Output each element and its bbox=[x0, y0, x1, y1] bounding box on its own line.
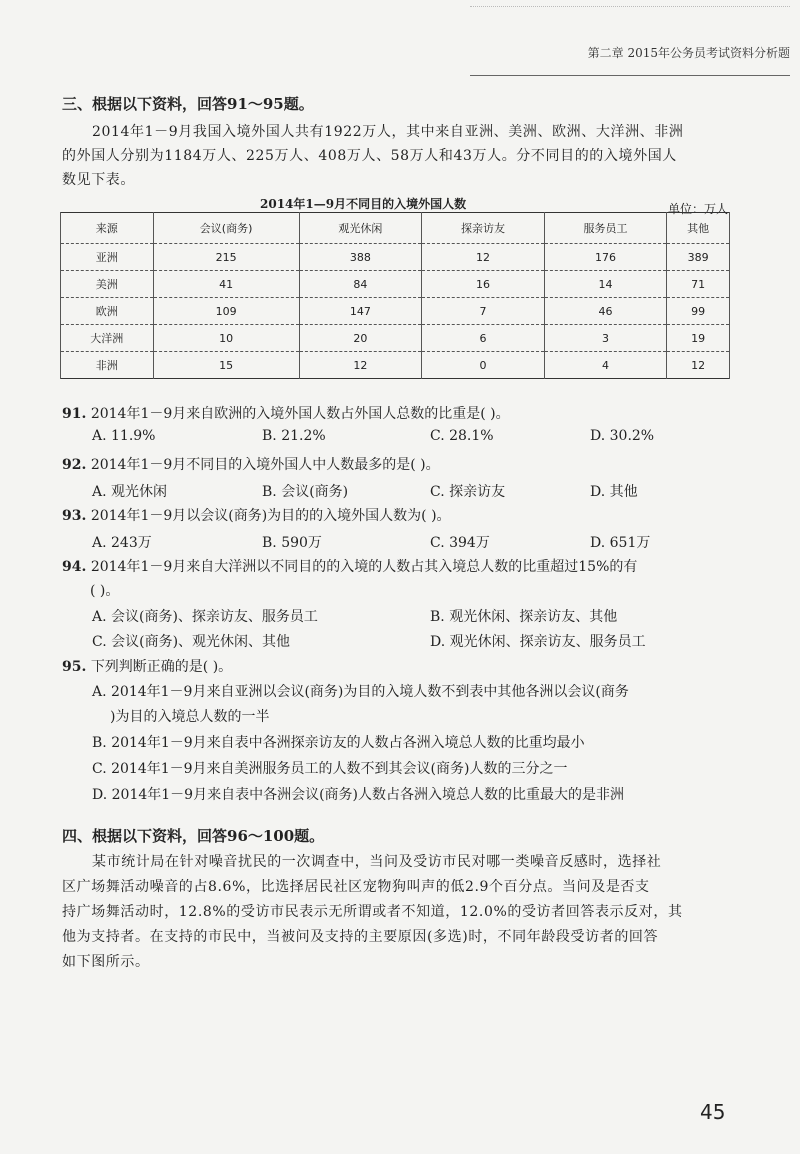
question-text: 2014年1－9月来自大洋洲以不同目的的入境的人数占其入境总人数的比重超过15%的有 bbox=[90, 559, 638, 575]
table-cell: 147 bbox=[299, 298, 422, 325]
question-number: 92. bbox=[62, 457, 87, 473]
section-3-para-line-2: 的外国人分别为1184万人、225万人、408万人、58万人和43万人。分不同目的的入境外国人 bbox=[62, 148, 677, 164]
table-cell: 84 bbox=[299, 271, 422, 298]
header-rule bbox=[470, 75, 790, 76]
table-unit: 单位：万人 bbox=[668, 202, 729, 216]
table-cell: 16 bbox=[422, 271, 545, 298]
option-a-continuation: )为目的入境总人数的一半 bbox=[110, 709, 270, 725]
row-label: 欧洲 bbox=[61, 298, 154, 325]
question-number: 95. bbox=[62, 659, 87, 675]
option-b: B. 2014年1－9月来自表中各洲探亲访友的人数占各洲入境总人数的比重均最小 bbox=[92, 735, 585, 751]
row-label: 亚洲 bbox=[61, 244, 154, 271]
table-cell: 6 bbox=[422, 325, 545, 352]
row-label: 大洋洲 bbox=[61, 325, 154, 352]
option-a: A. 2014年1－9月来自亚洲以会议(商务)为目的入境人数不到表中其他各洲以会议(商务 bbox=[92, 684, 629, 700]
option-a: A. 会议(商务)、探亲访友、服务员工 bbox=[92, 609, 318, 625]
table-cell: 389 bbox=[667, 244, 730, 271]
option-d: D. 其他 bbox=[590, 484, 638, 500]
table-row bbox=[61, 352, 730, 379]
table-header-row bbox=[61, 213, 730, 244]
section-4-title: 四、根据以下资料，回答96～100题。 bbox=[62, 827, 325, 845]
table-row bbox=[61, 271, 730, 298]
question-91 bbox=[62, 403, 510, 423]
option-b: B. 590万 bbox=[262, 535, 322, 551]
table-cell: 12 bbox=[667, 352, 730, 379]
table-cell: 15 bbox=[153, 352, 299, 379]
question-number: 93. bbox=[62, 508, 87, 524]
row-label: 非洲 bbox=[61, 352, 154, 379]
option-b: B. 观光休闲、探亲访友、其他 bbox=[430, 609, 618, 625]
option-a: A. 243万 bbox=[92, 535, 152, 551]
table-row bbox=[61, 298, 730, 325]
question-text: 下列判断正确的是( )。 bbox=[90, 659, 233, 675]
option-c: C. 394万 bbox=[430, 535, 490, 551]
question-text: 2014年1－9月以会议(商务)为目的的入境外国人数为( )。 bbox=[90, 508, 451, 524]
option-c: C. 2014年1－9月来自美洲服务员工的人数不到其会议(商务)人数的三分之一 bbox=[92, 761, 568, 777]
section-3-para-line-1: 2014年1－9月我国入境外国人共有1922万人，其中来自亚洲、美洲、欧洲、大洋洲、非洲 bbox=[92, 124, 684, 140]
option-b: B. 21.2% bbox=[262, 428, 326, 444]
table-row bbox=[61, 244, 730, 271]
section-3-title: 三、根据以下资料，回答91～95题。 bbox=[62, 95, 314, 113]
table-cell: 20 bbox=[299, 325, 422, 352]
table-cell: 109 bbox=[153, 298, 299, 325]
table-caption: 2014年1—9月不同目的入境外国人数 bbox=[260, 197, 467, 211]
table-cell: 215 bbox=[153, 244, 299, 271]
col-header-service: 服务员工 bbox=[544, 213, 667, 244]
table-cell: 71 bbox=[667, 271, 730, 298]
table-cell: 12 bbox=[299, 352, 422, 379]
table-cell: 99 bbox=[667, 298, 730, 325]
section-4-para-line-4: 他为支持者。在支持的市民中，当被问及支持的主要原因(多选)时，不同年龄段受访者的回答 bbox=[62, 929, 659, 945]
section-4-para-line-2: 区广场舞活动噪音的占8.6%，比选择居民社区宠物狗叫声的低2.9个百分点。当问及是否支 bbox=[62, 879, 650, 895]
page-number: 45 bbox=[700, 1100, 726, 1124]
option-a: A. 观光休闲 bbox=[92, 484, 168, 500]
row-label: 美洲 bbox=[61, 271, 154, 298]
option-d: D. 观光休闲、探亲访友、服务员工 bbox=[430, 634, 646, 650]
question-number: 91. bbox=[62, 406, 87, 422]
table-cell: 12 bbox=[422, 244, 545, 271]
table-cell: 7 bbox=[422, 298, 545, 325]
option-d: D. 30.2% bbox=[590, 428, 655, 444]
section-4-para-line-1: 某市统计局在针对噪音扰民的一次调查中，当问及受访市民对哪一类噪音反感时，选择社 bbox=[92, 854, 662, 870]
section-3-para-line-3: 数见下表。 bbox=[62, 172, 135, 188]
question-94-continuation: ( )。 bbox=[90, 583, 120, 599]
question-text: 2014年1－9月来自欧洲的入境外国人数占外国人总数的比重是( )。 bbox=[90, 406, 510, 422]
table-cell: 14 bbox=[544, 271, 667, 298]
question-95 bbox=[62, 656, 232, 676]
top-rule bbox=[470, 6, 790, 7]
section-4-para-line-5: 如下图所示。 bbox=[62, 954, 150, 970]
question-92 bbox=[62, 454, 440, 474]
option-c: C. 会议(商务)、观光休闲、其他 bbox=[92, 634, 291, 650]
data-table bbox=[60, 212, 730, 379]
table-cell: 4 bbox=[544, 352, 667, 379]
table-cell: 176 bbox=[544, 244, 667, 271]
option-d: D. 2014年1－9月来自表中各洲会议(商务)人数占各洲入境总人数的比重最大的是非洲 bbox=[92, 787, 624, 803]
col-header-leisure: 观光休闲 bbox=[299, 213, 422, 244]
table-cell: 19 bbox=[667, 325, 730, 352]
option-d: D. 651万 bbox=[590, 535, 651, 551]
table-cell: 46 bbox=[544, 298, 667, 325]
option-c: C. 探亲访友 bbox=[430, 484, 506, 500]
option-b: B. 会议(商务) bbox=[262, 484, 349, 500]
section-4-para-line-3: 持广场舞活动时，12.8%的受访市民表示无所谓或者不知道，12.0%的受访者回答表示反对，其 bbox=[62, 904, 683, 920]
col-header-other: 其他 bbox=[667, 213, 730, 244]
table-row bbox=[61, 325, 730, 352]
option-a: A. 11.9% bbox=[92, 428, 156, 444]
option-c: C. 28.1% bbox=[430, 428, 494, 444]
question-94 bbox=[62, 556, 637, 576]
chapter-header: 第二章 2015年公务员考试资料分析题 bbox=[587, 46, 790, 60]
col-header-business: 会议(商务) bbox=[153, 213, 299, 244]
question-93 bbox=[62, 505, 451, 525]
table-cell: 41 bbox=[153, 271, 299, 298]
col-header-visit: 探亲访友 bbox=[422, 213, 545, 244]
question-number: 94. bbox=[62, 559, 87, 575]
table-cell: 10 bbox=[153, 325, 299, 352]
question-text: 2014年1－9月不同目的入境外国人中人数最多的是( )。 bbox=[90, 457, 440, 473]
table-cell: 388 bbox=[299, 244, 422, 271]
table-cell: 3 bbox=[544, 325, 667, 352]
table-cell: 0 bbox=[422, 352, 545, 379]
col-header-source: 来源 bbox=[61, 213, 154, 244]
